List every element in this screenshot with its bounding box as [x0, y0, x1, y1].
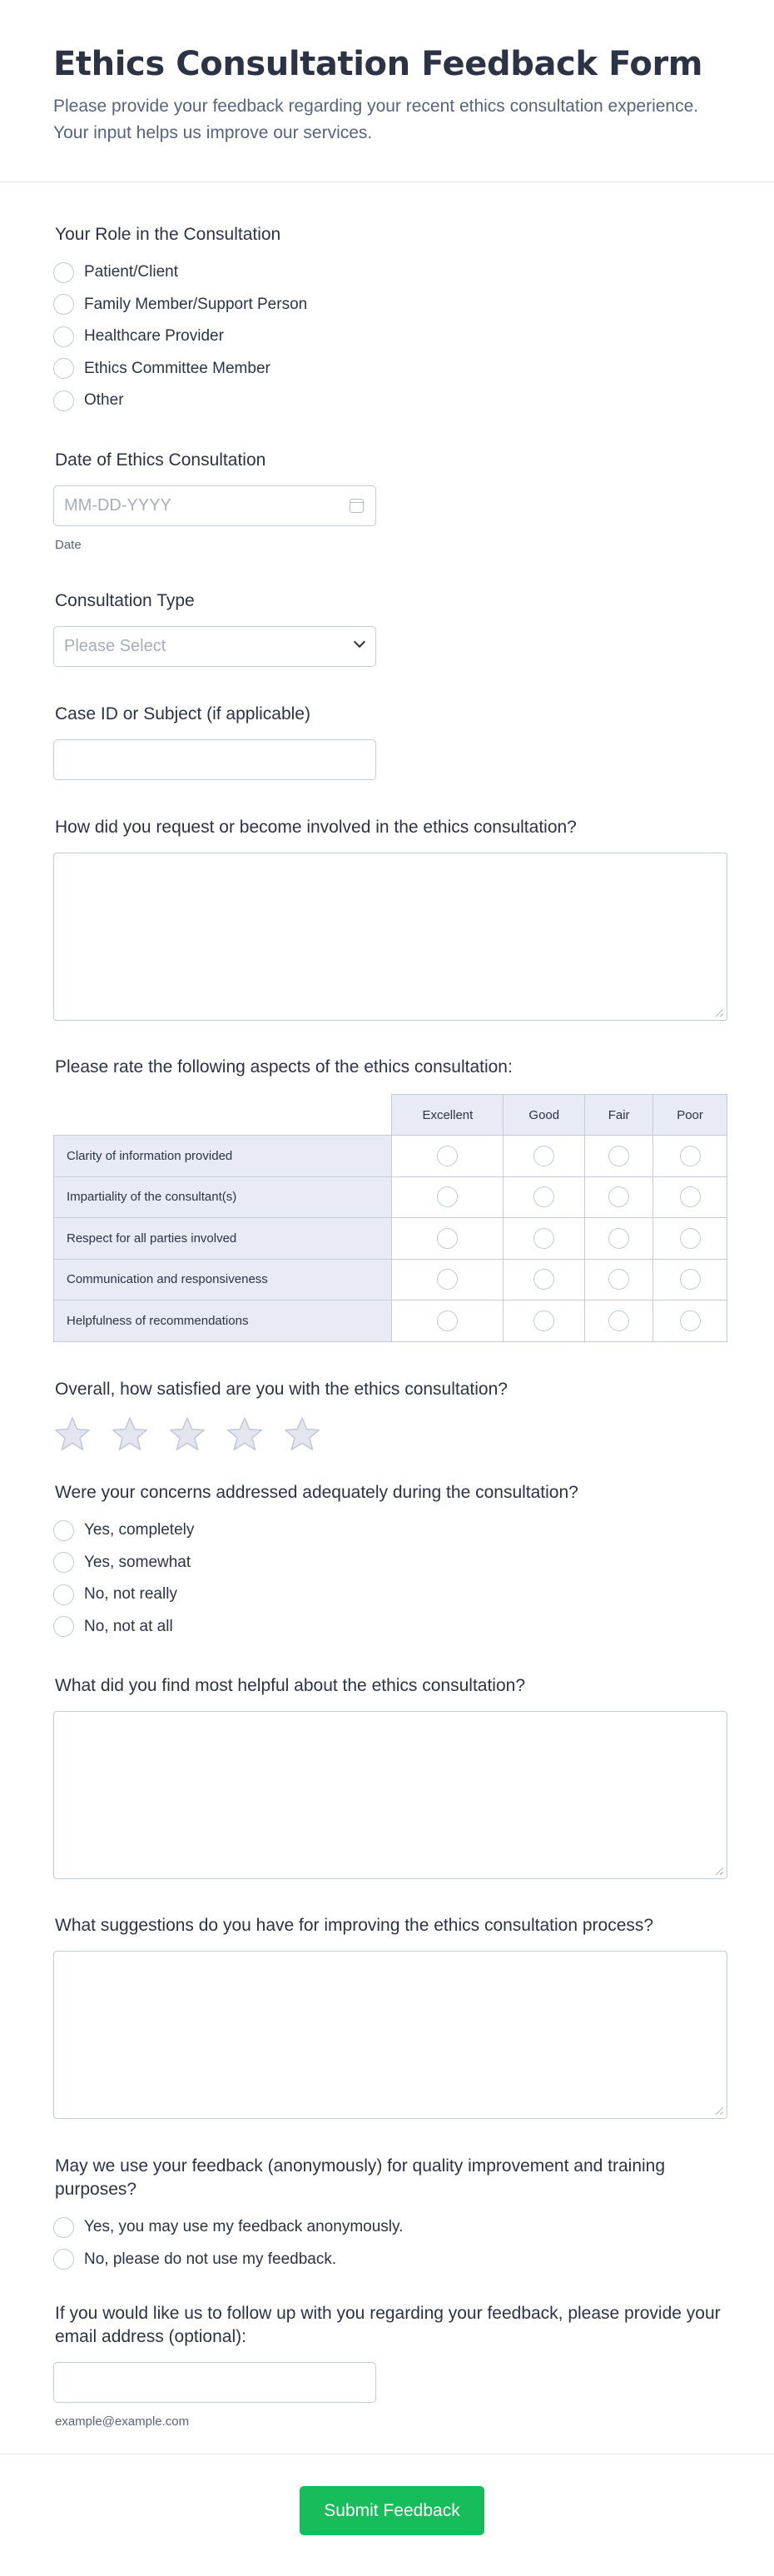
radio-button[interactable]: [680, 1269, 701, 1290]
matrix-cell[interactable]: [504, 1259, 585, 1300]
consultation-type-select[interactable]: [53, 626, 376, 667]
involvement-question: [53, 816, 727, 1021]
radio-button[interactable]: [608, 1186, 629, 1207]
matrix-cell[interactable]: [653, 1259, 727, 1300]
matrix-row-label: Helpfulness of recommendations: [54, 1300, 392, 1342]
radio-button[interactable]: [53, 390, 74, 411]
radio-button[interactable]: [53, 1520, 74, 1541]
rating-question: [53, 1056, 727, 1342]
chevron-down-icon: [354, 636, 365, 648]
resize-handle-icon[interactable]: [716, 2107, 723, 2115]
radio-button[interactable]: [533, 1228, 554, 1249]
star-icon[interactable]: [168, 1416, 206, 1453]
matrix-cell[interactable]: [392, 1300, 504, 1342]
matrix-row-label: Clarity of information provided: [54, 1136, 392, 1177]
feedback-use-label: May we use your feedback (anonymously) for quality improvement and training purposes?: [55, 2156, 666, 2199]
matrix-cell[interactable]: [392, 1176, 504, 1218]
radio-button[interactable]: [680, 1146, 701, 1166]
role-option[interactable]: [53, 321, 727, 353]
helpful-label: What did you find most helpful about the ethics consultation?: [55, 1676, 526, 1695]
role-option[interactable]: [53, 256, 727, 289]
radio-button[interactable]: [533, 1186, 554, 1207]
email-label: If you would like us to follow up with you regarding your feedback, please provide your email address (optional):: [55, 2304, 721, 2346]
radio-button[interactable]: [608, 1269, 629, 1290]
radio-button[interactable]: [680, 1186, 701, 1207]
radio-button[interactable]: [533, 1310, 554, 1331]
radio-button[interactable]: [53, 326, 74, 347]
feedback-use-options: [53, 2211, 727, 2275]
star-icon[interactable]: [226, 1416, 264, 1453]
feedback-use-option-label: No, please do not use my feedback.: [84, 2250, 337, 2268]
role-option-label: Family Member/Support Person: [84, 295, 308, 313]
radio-button[interactable]: [437, 1269, 458, 1290]
submit-button[interactable]: Submit Feedback: [300, 2486, 484, 2535]
role-option-label: Patient/Client: [84, 263, 179, 281]
matrix-cell[interactable]: [585, 1218, 653, 1260]
consultation-type-label: Consultation Type: [55, 591, 195, 610]
satisfaction-label: Overall, how satisfied are you with the ethics consultation?: [55, 1380, 508, 1399]
form-title: Ethics Consultation Feedback Form: [53, 45, 703, 83]
feedback-use-question: [53, 2155, 727, 2275]
date-label: Date of Ethics Consultation: [55, 450, 266, 470]
matrix-cell[interactable]: [653, 1176, 727, 1218]
matrix-cell[interactable]: [653, 1300, 727, 1342]
role-question: [53, 223, 727, 417]
star-icon[interactable]: [111, 1416, 149, 1453]
helpful-textarea[interactable]: [53, 1711, 727, 1879]
radio-button[interactable]: [437, 1146, 458, 1166]
consultation-type-placeholder: Please Select: [64, 637, 166, 655]
radio-button[interactable]: [53, 358, 74, 379]
radio-button[interactable]: [608, 1310, 629, 1331]
role-option-label: Ethics Committee Member: [84, 359, 270, 377]
feedback-use-option[interactable]: [53, 2211, 727, 2244]
matrix-cell[interactable]: [585, 1259, 653, 1300]
matrix-row: [54, 1136, 727, 1177]
radio-button[interactable]: [53, 1552, 74, 1573]
helpful-question: [53, 1674, 727, 1879]
matrix-cell[interactable]: [504, 1176, 585, 1218]
radio-button[interactable]: [53, 2249, 74, 2270]
star-icon[interactable]: [283, 1416, 321, 1453]
email-question: [53, 2302, 727, 2429]
matrix-cell[interactable]: [585, 1300, 653, 1342]
radio-button[interactable]: [437, 1310, 458, 1331]
radio-button[interactable]: [608, 1146, 629, 1166]
form-subtitle: Please provide your feedback regarding your recent ethics consultation experience. Your input helps us improve our services.: [53, 97, 699, 142]
radio-button[interactable]: [437, 1186, 458, 1207]
form-footer: [0, 2454, 774, 2576]
concerns-option-label: Yes, completely: [84, 1521, 195, 1539]
role-option-label: Other: [84, 391, 124, 410]
matrix-column-header: Poor: [653, 1095, 727, 1136]
concerns-question: [53, 1481, 727, 1643]
matrix-column-header: Excellent: [392, 1095, 504, 1136]
concerns-option[interactable]: [53, 1547, 727, 1579]
star-rating: [53, 1416, 727, 1453]
matrix-cell[interactable]: [392, 1136, 504, 1177]
date-input[interactable]: [53, 485, 376, 526]
radio-button[interactable]: [533, 1269, 554, 1290]
suggestions-textarea[interactable]: [53, 1951, 727, 2119]
role-option[interactable]: [53, 353, 727, 385]
matrix-row-label: Communication and responsiveness: [54, 1259, 392, 1300]
rating-label: Please rate the following aspects of the ethics consultation:: [55, 1057, 513, 1077]
radio-button[interactable]: [680, 1310, 701, 1331]
concerns-option[interactable]: [53, 1514, 727, 1547]
radio-button[interactable]: [533, 1146, 554, 1166]
involvement-textarea[interactable]: [53, 853, 727, 1021]
star-icon[interactable]: [53, 1416, 92, 1453]
date-question: [53, 449, 727, 552]
radio-button[interactable]: [53, 1584, 74, 1605]
case-id-input[interactable]: [53, 739, 376, 780]
email-sublabel: example@example.com: [55, 2414, 190, 2429]
matrix-cell[interactable]: [392, 1218, 504, 1260]
matrix-row-label: Impartiality of the consultant(s): [54, 1176, 392, 1218]
matrix-column-header: Good: [504, 1095, 585, 1136]
concerns-option-label: No, not at all: [84, 1617, 173, 1635]
concerns-label: Were your concerns addressed adequately during the consultation?: [55, 1483, 578, 1502]
suggestions-question: [53, 1914, 727, 2119]
radio-button[interactable]: [53, 294, 74, 315]
case-id-label: Case ID or Subject (if applicable): [55, 704, 310, 724]
calendar-icon[interactable]: [350, 499, 364, 513]
concerns-option-label: Yes, somewhat: [84, 1553, 191, 1571]
date-sublabel: Date: [55, 538, 82, 552]
matrix-cell[interactable]: [653, 1136, 727, 1177]
resize-handle-icon[interactable]: [716, 1009, 723, 1017]
suggestions-label: What suggestions do you have for improving the ethics consultation process?: [55, 1916, 654, 1935]
radio-button[interactable]: [53, 2217, 74, 2238]
feedback-use-option[interactable]: [53, 2244, 727, 2276]
concerns-option[interactable]: [53, 1579, 727, 1611]
consultation-type-question: [53, 589, 727, 667]
matrix-row: [54, 1218, 727, 1260]
matrix-cell[interactable]: [653, 1218, 727, 1260]
matrix-column-header: Fair: [585, 1095, 653, 1136]
role-option-label: Healthcare Provider: [84, 327, 224, 346]
radio-button[interactable]: [680, 1228, 701, 1249]
satisfaction-question: [53, 1378, 727, 1453]
matrix-cell[interactable]: [504, 1218, 585, 1260]
rating-matrix: [53, 1094, 727, 1342]
radio-button[interactable]: [53, 262, 74, 283]
concerns-options: [53, 1514, 727, 1643]
role-options: [53, 256, 727, 417]
matrix-cell[interactable]: [585, 1176, 653, 1218]
role-option[interactable]: [53, 385, 727, 417]
matrix-row-label: Respect for all parties involved: [54, 1218, 392, 1260]
concerns-option[interactable]: [53, 1611, 727, 1644]
matrix-row: [54, 1300, 727, 1342]
email-input[interactable]: [53, 2362, 376, 2403]
matrix-cell[interactable]: [504, 1136, 585, 1177]
case-id-question: [53, 703, 727, 780]
matrix-row: [54, 1176, 727, 1218]
role-option[interactable]: [53, 289, 727, 321]
matrix-cell[interactable]: [392, 1259, 504, 1300]
date-placeholder: MM-DD-YYYY: [64, 496, 171, 515]
matrix-row: [54, 1259, 727, 1300]
concerns-option-label: No, not really: [84, 1585, 177, 1604]
radio-button[interactable]: [53, 1616, 74, 1637]
involvement-label: How did you request or become involved in the ethics consultation?: [55, 818, 577, 837]
radio-button[interactable]: [608, 1228, 629, 1249]
resize-handle-icon[interactable]: [716, 1867, 723, 1875]
matrix-cell[interactable]: [585, 1136, 653, 1177]
radio-button[interactable]: [437, 1228, 458, 1249]
matrix-header-row: [54, 1095, 727, 1136]
feedback-use-option-label: Yes, you may use my feedback anonymously.: [84, 2218, 404, 2236]
form-header: [0, 0, 774, 182]
matrix-corner: [54, 1095, 392, 1136]
role-label: Your Role in the Consultation: [55, 225, 281, 244]
matrix-cell[interactable]: [504, 1300, 585, 1342]
